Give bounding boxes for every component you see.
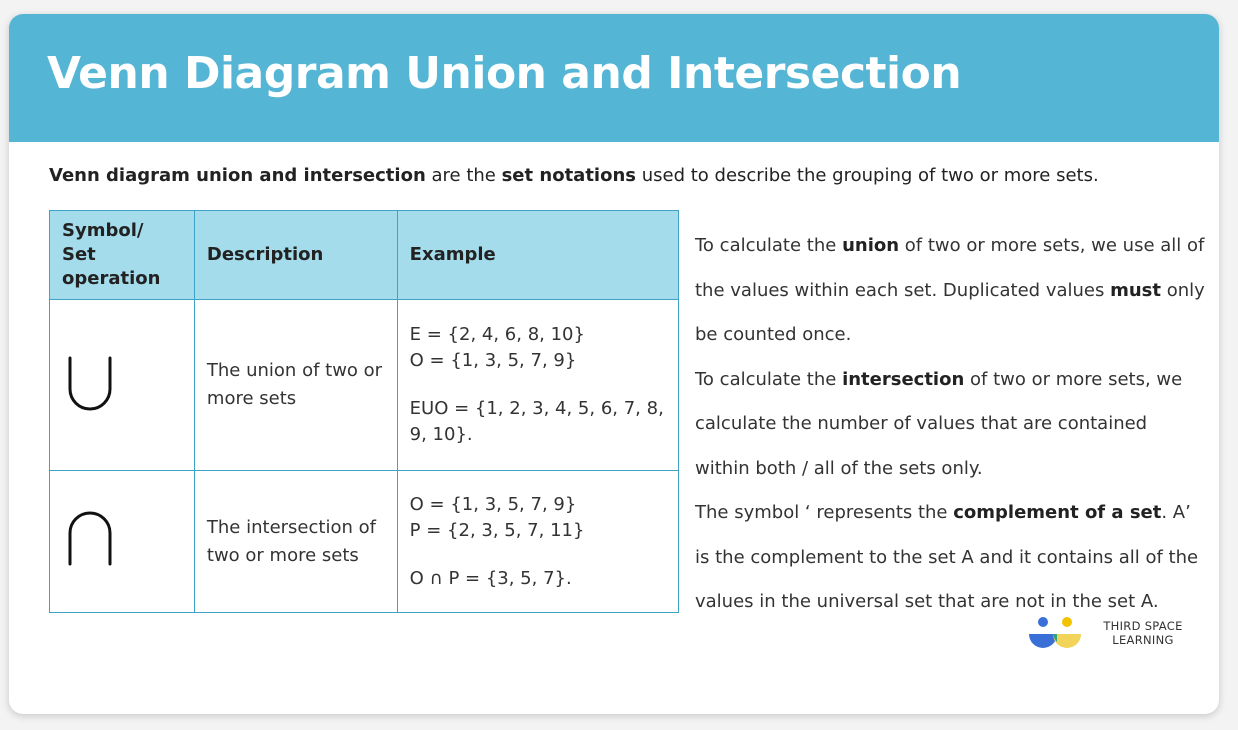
logo-mark-icon — [1027, 614, 1091, 654]
spacer — [410, 544, 666, 566]
example-cell — [397, 300, 678, 471]
symbol-cell — [50, 471, 195, 613]
intersection-symbol-icon — [62, 509, 122, 569]
explanation-text — [695, 224, 1205, 625]
header-banner — [9, 14, 1219, 142]
complement-explanation — [695, 491, 1205, 625]
text-span: To calculate the — [695, 235, 843, 256]
description-cell: The intersection of two or more sets — [194, 471, 397, 613]
table-header-row — [50, 211, 679, 300]
logo-text — [1093, 619, 1193, 647]
table-row — [50, 300, 679, 471]
header-symbol: Symbol/ Set operation — [50, 211, 195, 300]
bold-span: intersection — [842, 368, 965, 390]
logo-line-2: LEARNING — [1112, 633, 1174, 647]
union-symbol-icon — [62, 353, 122, 413]
union-explanation — [695, 224, 1205, 358]
spacer — [410, 374, 666, 396]
logo-line-1: THIRD SPACE — [1103, 619, 1183, 633]
text-span: . A’ is the complement to the set A and it contains all of the values in the universal set that are not in the set A. — [695, 502, 1199, 612]
description-cell: The union of two or more sets — [194, 300, 397, 471]
intro-text-2: used to describe the grouping of two or more sets. — [636, 165, 1099, 186]
bold-span: complement of a set — [953, 502, 1162, 523]
example-line: O = {1, 3, 5, 7, 9} — [409, 493, 577, 515]
page-title: Venn Diagram Union and Intersection — [47, 48, 962, 99]
notation-table — [49, 210, 679, 613]
example-cell — [397, 471, 678, 613]
intro-text-1: are the — [425, 165, 502, 186]
example-result: O ∩ P = {3, 5, 7}. — [409, 567, 572, 589]
text-span: of two or more sets, we calculate the number of values that are contained within both / all of the sets only. — [695, 368, 1183, 479]
bold-span: union — [842, 235, 900, 256]
text-span: The symbol ‘ represents the — [695, 502, 954, 523]
symbol-cell — [50, 300, 195, 471]
text-span: only be counted once. — [695, 279, 1205, 345]
example-line: E = {2, 4, 6, 8, 10} — [409, 324, 585, 345]
table-row — [50, 471, 679, 613]
third-space-learning-logo — [1027, 614, 1187, 654]
example-result: EUO = {1, 2, 3, 4, 5, 6, 7, 8, 9, 10}. — [409, 398, 664, 445]
intro-paragraph — [49, 164, 1199, 188]
intro-bold-1: Venn diagram union and intersection — [49, 165, 426, 186]
text-span: To calculate the — [695, 368, 843, 390]
example-line: O = {1, 3, 5, 7, 9} — [409, 350, 577, 371]
text-span: of two or more sets, we use all of the values within each set. Duplicated values — [695, 235, 1205, 301]
intersection-explanation — [695, 358, 1205, 492]
header-description: Description — [194, 211, 397, 300]
intro-bold-2: set notations — [501, 165, 636, 186]
content-card — [9, 14, 1219, 714]
bold-span: must — [1110, 279, 1161, 301]
example-line: P = {2, 3, 5, 7, 11} — [409, 519, 585, 541]
header-example: Example — [397, 211, 678, 300]
